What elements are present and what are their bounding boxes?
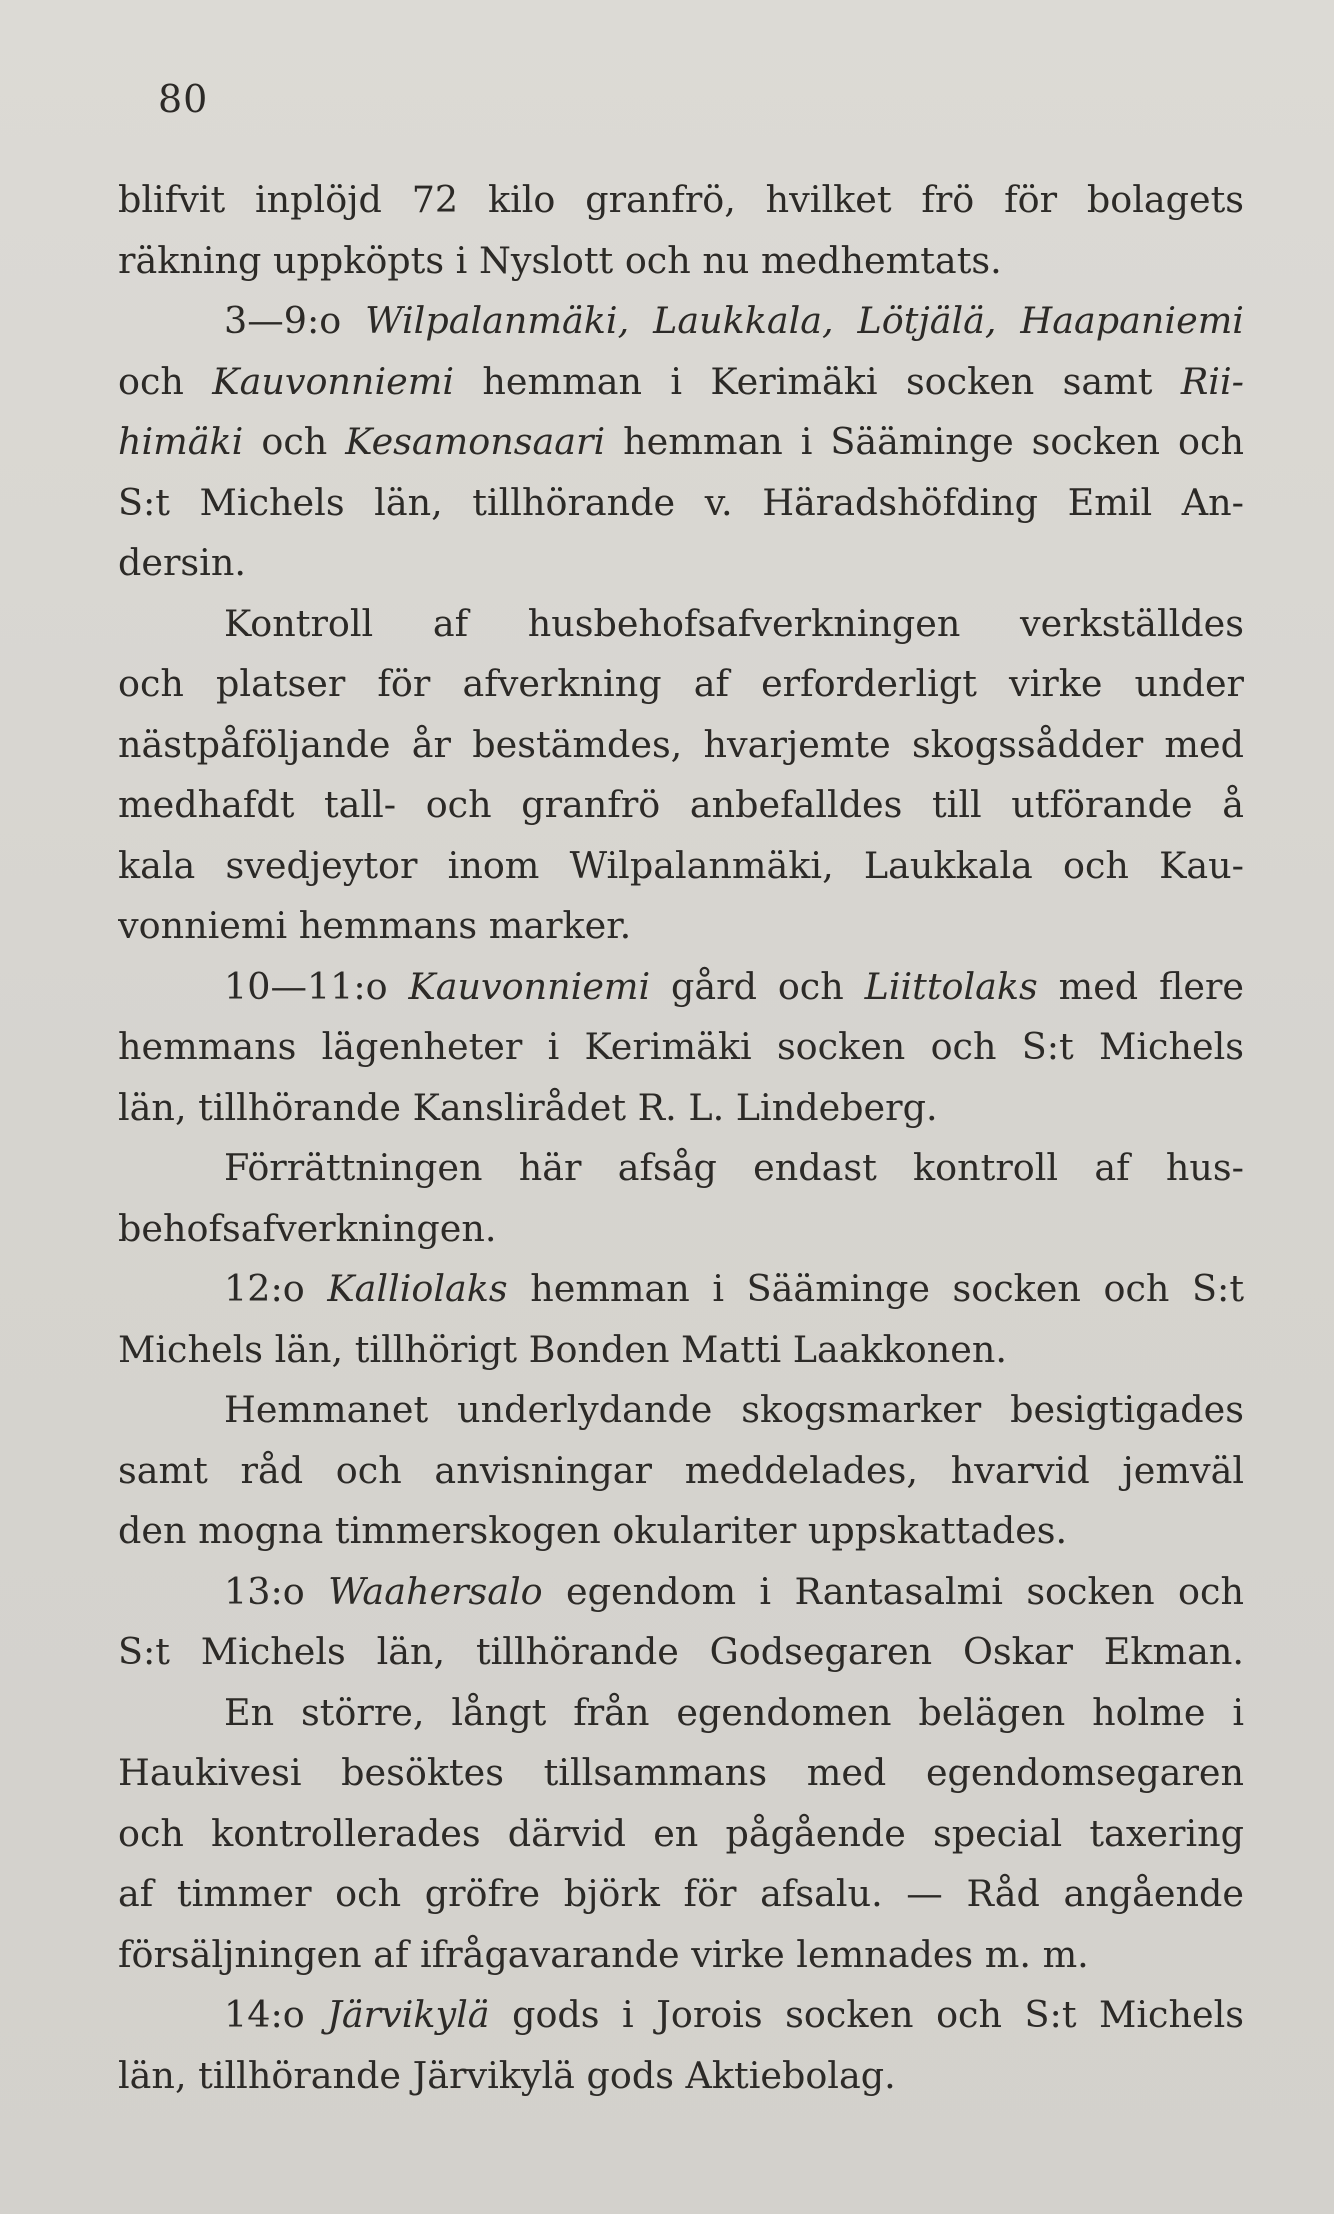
text-line: samt råd och anvisningar meddelades, hvarvid jemväl: [118, 1448, 1244, 1492]
text-line: 13:o Waahersalo egendom i Rantasalmi socken och: [224, 1569, 1244, 1613]
page-number: 80: [158, 77, 209, 121]
text-line: hemmans lägenheter i Kerimäki socken och S:t Michels: [118, 1025, 1244, 1068]
text-line: medhafdt tall- och granfrö anbefalldes till utförande å: [118, 783, 1244, 826]
text-line: himäki och Kesamonsaari hemman i Sääminge socken och: [118, 420, 1244, 463]
text-line: 12:o Kalliolaks hemman i Sääminge socken och S:t: [224, 1267, 1244, 1310]
text-line: Kontroll af husbehofsafverkningen verkställdes: [224, 601, 1244, 645]
text-line: En större, långt från egendomen belägen holme i: [224, 1690, 1244, 1734]
text-line: dersin.: [118, 541, 246, 584]
text-line: behofsafverkningen.: [118, 1206, 497, 1250]
text-line: och platser för afverkning af erforderligt virke under: [118, 662, 1244, 705]
text-line: län, tillhörande Kanslirådet R. L. Lindeberg.: [118, 1085, 938, 1129]
text-line: nästpåföljande år bestämdes, hvarjemte skogssådder med: [118, 722, 1244, 766]
text-line: Michels län, tillhörigt Bonden Matti Laakkonen.: [118, 1327, 1007, 1371]
text-line: Förrättningen här afsåg endast kontroll af hus-: [224, 1146, 1244, 1189]
text-line: S:t Michels län, tillhörande v. Häradshöfding Emil An-: [118, 480, 1244, 524]
text-line: blifvit inplöjd 72 kilo granfrö, hvilket frö för bolagets: [118, 178, 1244, 221]
text-line: och Kauvonniemi hemman i Kerimäki socken samt Rii-: [118, 359, 1244, 403]
text-line: och kontrollerades därvid en pågående special taxering: [118, 1811, 1244, 1855]
text-line: 14:o Järvikylä gods i Jorois socken och S:t Michels: [224, 1993, 1244, 2036]
text-line: af timmer och gröfre björk för afsalu. — Råd angående: [118, 1872, 1244, 1915]
text-line: S:t Michels län, tillhörande Godsegaren Oskar Ekman.: [118, 1630, 1244, 1673]
text-line: Haukivesi besöktes tillsammans med egendomsegaren: [118, 1751, 1244, 1794]
text-line: 10—11:o Kauvonniemi gård och Liittolaks med flere: [224, 964, 1244, 1008]
text-line: vonniemi hemmans marker.: [118, 904, 632, 947]
text-line: kala svedjeytor inom Wilpalanmäki, Laukkala och Kau-: [118, 843, 1244, 887]
text-line: försäljningen af ifrågavarande virke lemnades m. m.: [118, 1932, 1089, 1976]
text-line: räkning uppköpts i Nyslott och nu medhemtats.: [118, 238, 1002, 282]
text-line: Hemmanet underlydande skogsmarker besigtigades: [224, 1388, 1244, 1431]
text-line: den mogna timmerskogen okulariter uppskattades.: [118, 1509, 1068, 1552]
text-line: län, tillhörande Järvikylä gods Aktiebolag.: [118, 2053, 896, 2097]
body-text: [118, 170, 1244, 2106]
text-line: 3—9:o Wilpalanmäki, Laukkala, Lötjälä, Haapaniemi: [224, 299, 1244, 342]
